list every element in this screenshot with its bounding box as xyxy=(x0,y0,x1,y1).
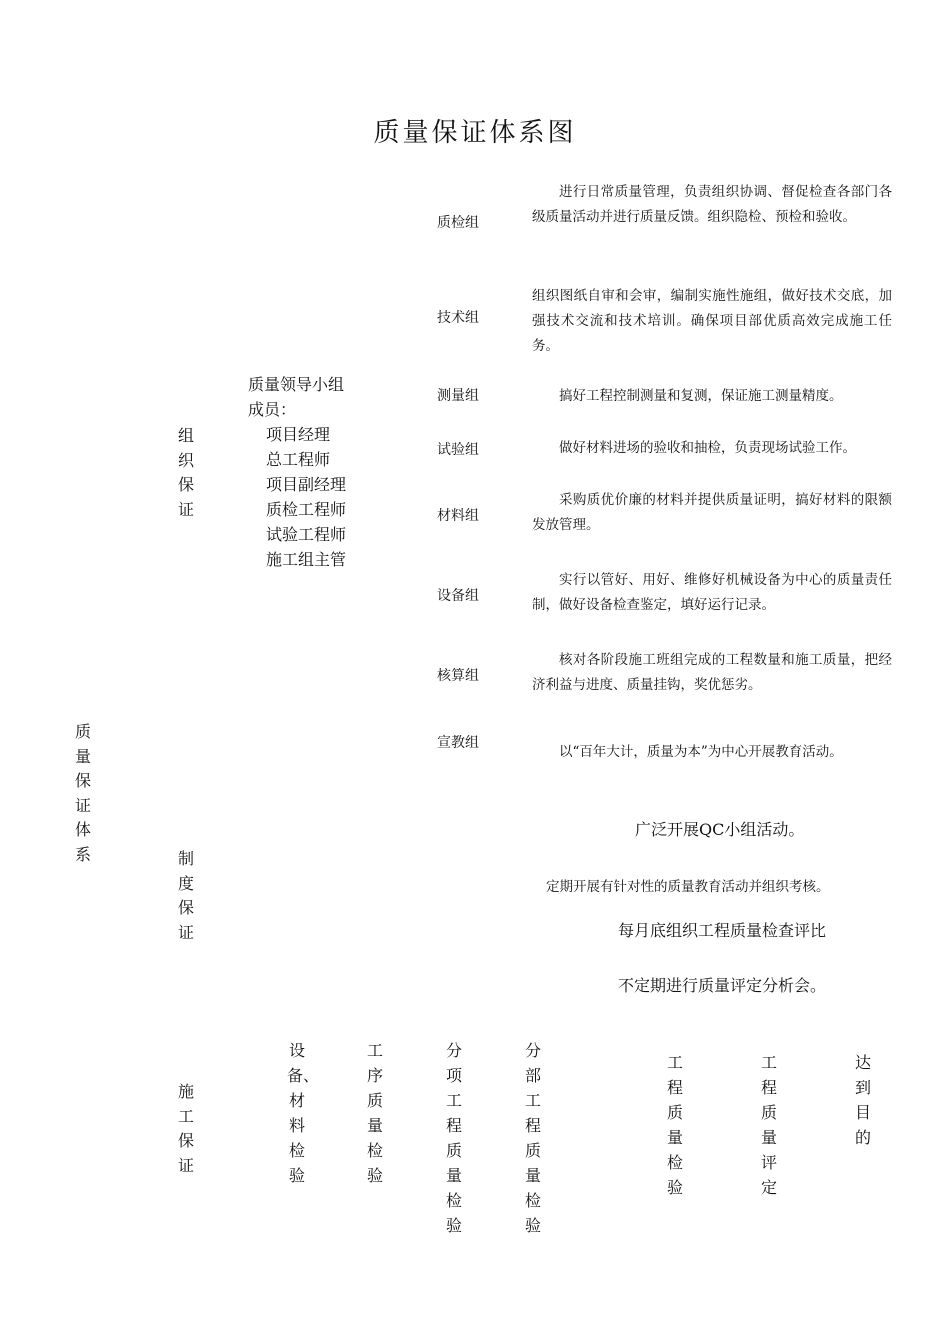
leader-member: 项目副经理 xyxy=(266,475,347,494)
construction-step: 达到目的 xyxy=(854,1053,871,1147)
construction-step: 设备、材料检验 xyxy=(287,1041,320,1185)
group-label-materials: 材料组 xyxy=(437,508,479,524)
system-item: 定期开展有针对性的质量教育活动并组织考核。 xyxy=(546,879,830,895)
group-desc-accounting: 核对各阶段施工班组完成的工程数量和施工质量，把经济利益与进度、质量挂钩，奖优惩劣。 xyxy=(532,652,892,693)
page-title: 质量保证体系图 xyxy=(373,118,577,148)
system-item: 不定期进行质量评定分析会。 xyxy=(618,976,827,995)
group-label-quality-inspection: 质检组 xyxy=(437,215,479,231)
branch-construction-label: 施工保证 xyxy=(177,1082,194,1175)
system-item: 广泛开展QC小组活动。 xyxy=(635,820,805,839)
group-desc-equipment: 实行以管好、用好、维修好机械设备为中心的质量责任制，做好设备检查鉴定，填好运行记录。 xyxy=(532,572,892,613)
leader-member: 总工程师 xyxy=(266,450,331,469)
branch-org-label: 组织保证 xyxy=(177,426,194,519)
group-desc-technical: 组织图纸自审和会审，编制实施性施组，做好技术交底，加强技术交流和技术培训。确保项目部优质高效完成施工任务。 xyxy=(532,288,892,354)
leader-member: 质检工程师 xyxy=(266,500,347,519)
construction-step: 工程质量检验 xyxy=(666,1053,683,1197)
leader-member: 项目经理 xyxy=(266,425,331,444)
group-label-equipment: 设备组 xyxy=(437,588,479,604)
branch-system-label: 制度保证 xyxy=(177,849,194,942)
group-label-survey: 测量组 xyxy=(437,388,479,404)
group-desc-materials: 采购质优价廉的材料并提供质量证明，搞好材料的限额发放管理。 xyxy=(532,492,892,533)
construction-step: 分部工程质量检验 xyxy=(524,1041,541,1235)
leader-member: 试验工程师 xyxy=(266,525,347,544)
leader-title: 质量领导小组 xyxy=(248,375,345,394)
group-desc-education: 以“百年大计，质量为本”为中心开展教育活动。 xyxy=(559,744,843,760)
group-label-testing: 试验组 xyxy=(437,442,479,458)
root-label: 质量保证体系 xyxy=(74,722,91,864)
system-item: 每月底组织工程质量检查评比 xyxy=(618,921,827,940)
group-desc-testing: 做好材料进场的验收和抽检，负责现场试验工作。 xyxy=(559,440,856,456)
leader-group xyxy=(248,372,398,572)
construction-step: 工程质量评定 xyxy=(760,1053,777,1197)
group-desc-quality-inspection: 进行日常质量管理，负责组织协调、督促检查各部门各级质量活动并进行质量反馈。组织隐检、预检和验收。 xyxy=(532,184,892,225)
construction-step: 工序质量检验 xyxy=(366,1041,383,1185)
leader-members-label: 成员： xyxy=(248,400,297,419)
group-label-accounting: 核算组 xyxy=(437,668,479,684)
group-desc-survey: 搞好工程控制测量和复测，保证施工测量精度。 xyxy=(559,388,843,404)
leader-member: 施工组主管 xyxy=(266,550,347,569)
group-label-education: 宣教组 xyxy=(437,735,479,751)
construction-step: 分项工程质量检验 xyxy=(445,1041,462,1235)
group-label-technical: 技术组 xyxy=(437,310,479,326)
